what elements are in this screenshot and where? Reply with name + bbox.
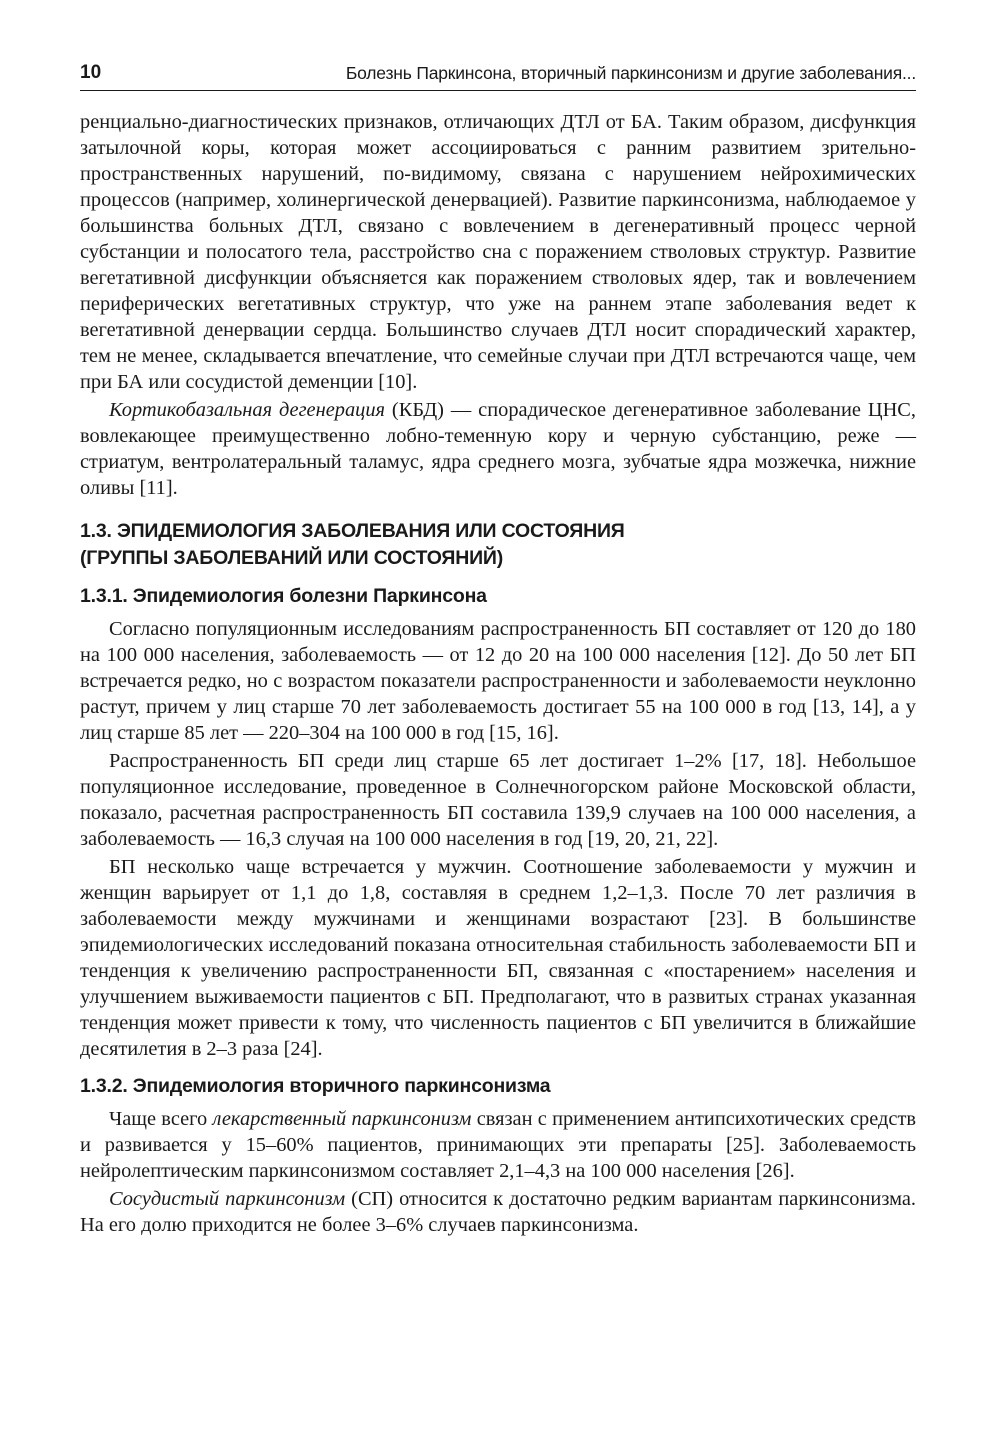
body-text (80, 109, 916, 1238)
section-heading-1-3-2: 1.3.2. Эпидемиология вторичного паркинсонизма (80, 1075, 551, 1097)
term-vascular-parkinsonism: Сосудистый паркинсонизм (109, 1188, 346, 1210)
paragraph-gender: БП несколько чаще встречается у мужчин. Соотношение заболеваемости у мужчин и женщин варьирует от 1,1 до 1,8, составляя в среднем 1,2–1,3. После 70 лет различия в заболеваемости между мужчинами и женщинами возрастают [23]. В большинстве эпидемиологических исследований показана относительная стабильность заболеваемости БП и тенденция к увеличению распространенности БП, связанная с «постарением» населения и улучшением выживаемости пациентов с БП. Предполагают, что в развитых странах указанная тенденция может привести к тому, что численность пациентов с БП увеличится в ближайшие десятилетия в 2–3 раза [24]. (80, 856, 916, 1060)
running-title: Болезнь Паркинсона, вторичный паркинсонизм и другие заболевания... (345, 63, 916, 83)
page-number: 10 (80, 62, 102, 83)
document-page (80, 62, 916, 1238)
paragraph-vascular-parkinsonism (80, 1186, 916, 1238)
paragraph-prevalence-65: Распространенность БП среди лиц старше 65 лет достигает 1–2% [17, 18]. Небольшое популяционное исследование, проведенное в Солнечногорском районе Московской области, показало, расчетная распространенность БП составила 139,9 случаев на 100 000 населения, а заболеваемость — 16,3 случая на 100 000 населения в год [19, 20, 21, 22]. (80, 750, 916, 850)
section-heading-1-3 (80, 518, 916, 572)
page-header (80, 62, 916, 91)
paragraph-drug-parkinsonism (80, 1106, 916, 1184)
paragraph-drug-start: Чаще всего (109, 1108, 213, 1130)
paragraph-kbd-text: (КБД) — спорадическое дегенеративное заболевание ЦНС, вовлекающее преимущественно лобно-теменную кору и черную субстанцию, реже — стриатум, вентролатеральный таламус, ядра среднего мозга, зубчатые ядра мозжечка, нижние оливы [11]. (80, 399, 916, 499)
paragraph-vascular-text: (СП) относится к достаточно редким вариантам паркинсонизма. На его долю приходится не более 3–6% случаев паркинсонизма. (80, 1188, 917, 1236)
paragraph-kbd (80, 397, 916, 501)
section-heading-1-3-1: 1.3.1. Эпидемиология болезни Паркинсона (80, 585, 487, 607)
paragraph-drug-text: связан с применением антипсихотических средств и развивается у 15–60% пациентов, принимающих эти препараты [25]. Заболеваемость нейролептическим паркинсонизмом составляет 2,1–4,3 на 100 000 населения [26]. (80, 1108, 916, 1182)
section-heading-1-3-line1: 1.3. ЭПИДЕМИОЛОГИЯ ЗАБОЛЕВАНИЯ ИЛИ СОСТОЯНИЯ (80, 520, 625, 542)
term-drug-parkinsonism: лекарственный паркинсонизм (212, 1108, 472, 1130)
term-kbd: Кортикобазальная дегенерация (109, 399, 386, 421)
section-heading-1-3-line2: (ГРУППЫ ЗАБОЛЕВАНИЙ ИЛИ СОСТОЯНИЙ) (80, 547, 504, 569)
paragraph-dtl-continuation: ренциально-диагностических признаков, отличающих ДТЛ от БА. Таким образом, дисфункция затылочной коры, которая может ассоциироваться с ранним развитием зрительно-пространственных нарушений, по-видимому, связана с нарушением нейрохимических процессов (например, холинергической денервацией). Развитие паркинсонизма, наблюдаемое у большинства больных ДТЛ, связано с вовлечением в дегенеративный процесс черной субстанции и полосатого тела, расстройство сна с поражением стволовых структур. Развитие вегетативной дисфункции объясняется как поражением стволовых ядер, так и вовлечением периферических вегетативных структур, что уже на раннем этапе заболевания ведет к вегетативной денервации сердца. Большинство случаев ДТЛ носит спорадический характер, тем не менее, складывается впечатление, что семейные случаи при ДТЛ встречаются чаще, чем при БА или сосудистой деменции [10]. (80, 111, 916, 393)
paragraph-prevalence: Согласно популяционным исследованиям распространенность БП составляет от 120 до 180 на 100 000 населения, заболеваемость — от 12 до 20 на 100 000 населения [12]. До 50 лет БП встречается редко, но с возрастом показатели распространенности и заболеваемости неуклонно растут, причем у лиц старше 70 лет заболеваемость достигает 55 на 100 000 в год [13, 14], а у лиц старше 85 лет — 220–304 на 100 000 в год [15, 16]. (80, 618, 916, 744)
